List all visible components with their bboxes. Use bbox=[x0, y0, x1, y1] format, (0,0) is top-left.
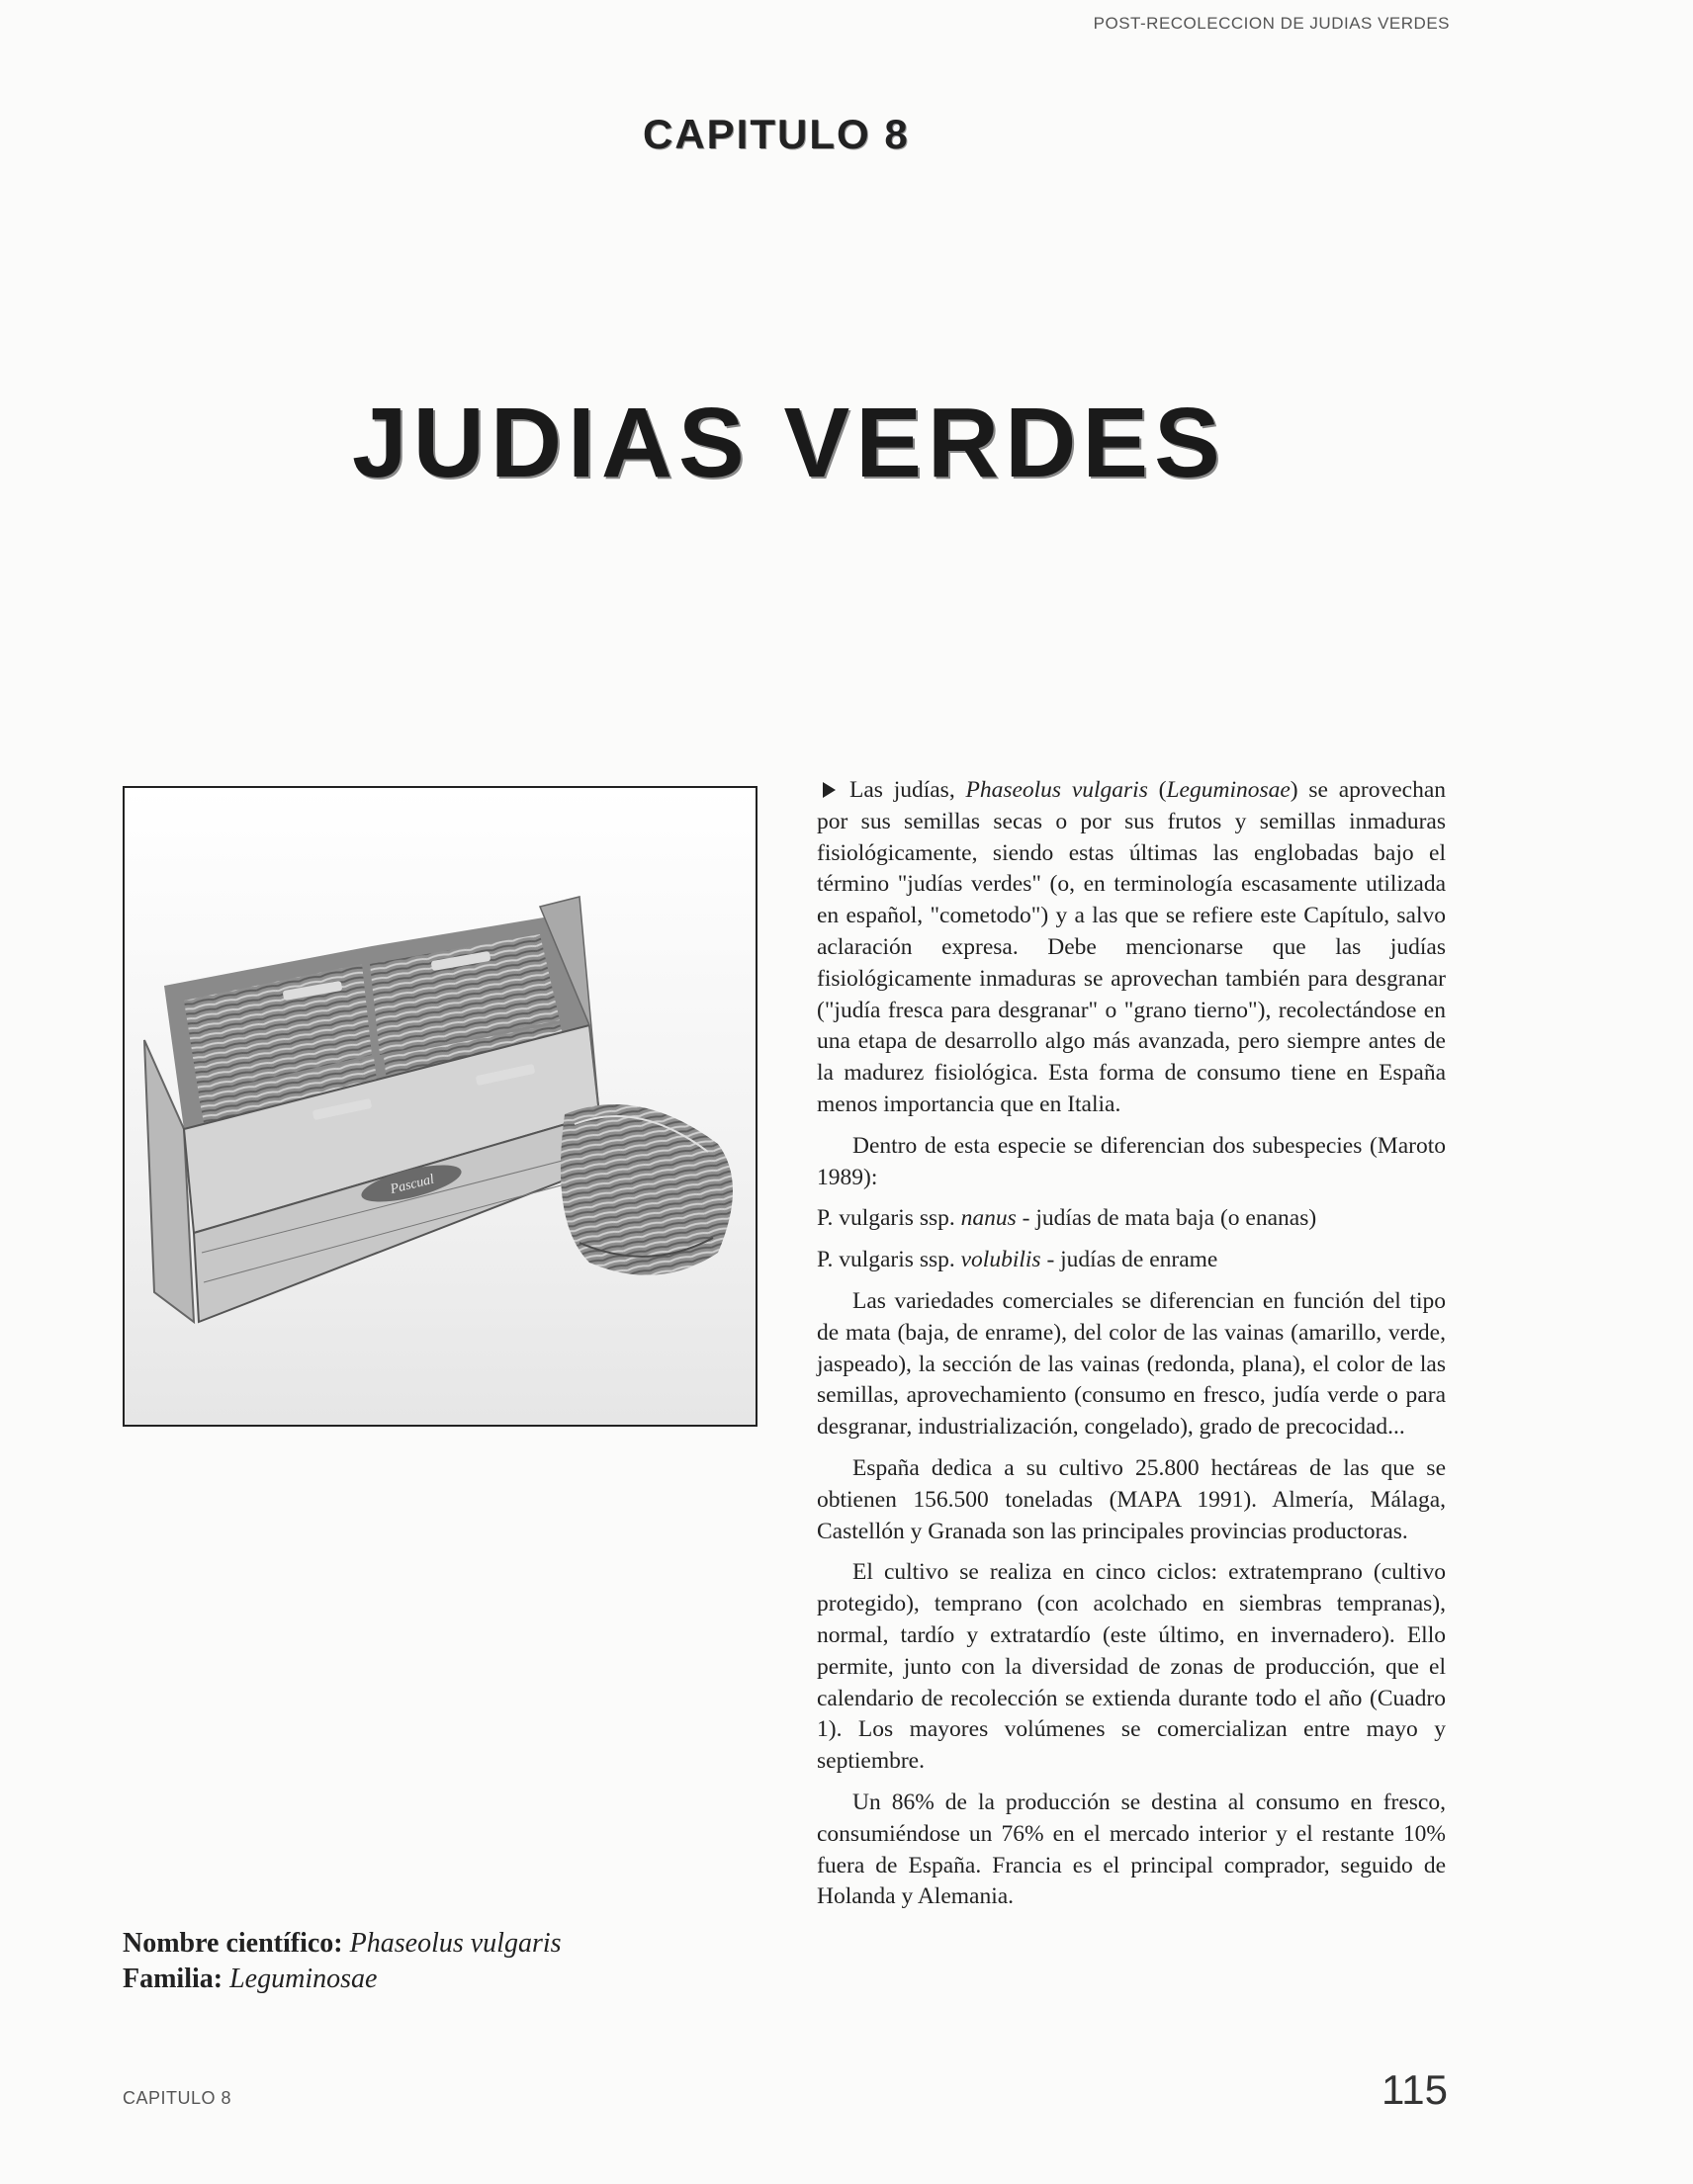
paragraph-production: España dedica a su cultivo 25.800 hectáreas de las que se obtienen 156.500 toneladas (MAPA 1991). Almería, Málaga, Castellón y Granada son las principales provincias productoras. bbox=[817, 1454, 1446, 1544]
scientific-name-label: Nombre científico: bbox=[123, 1928, 343, 1959]
subspecies-genus: P. vulgaris bbox=[817, 1205, 914, 1232]
family-name: Leguminosae bbox=[229, 1964, 378, 1994]
intro-species: Phaseolus vulgaris bbox=[965, 777, 1148, 803]
running-header: POST-RECOLECCION DE JUDIAS VERDES bbox=[1093, 14, 1450, 33]
intro-text-a: Las judías, bbox=[849, 777, 966, 803]
chapter-title: JUDIAS VERDES bbox=[352, 388, 1226, 498]
scientific-name: Phaseolus vulgaris bbox=[349, 1928, 562, 1959]
body-text bbox=[817, 775, 1446, 1923]
subspecies-desc: - judías de mata baja (o enanas) bbox=[1016, 1205, 1317, 1232]
scientific-name-line bbox=[123, 1926, 562, 1962]
paragraph-cycles: El cultivo se realiza en cinco ciclos: extratemprano (cultivo protegido), temprano (con acolchado en siembras tempranas), normal, tardío y extratardío (este último, en invernadero). Ello permite, junto con la diversidad de zonas de producción, que el calendario de recolección se extienda durante todo el año (Cuadro 1). Los mayores volúmenes se comercializan entre mayo y septiembre. bbox=[817, 1559, 1446, 1775]
bullet-arrow-icon bbox=[823, 782, 836, 798]
subspecies-desc: - judías de enrame bbox=[1040, 1247, 1218, 1273]
subspecies-name: nanus bbox=[960, 1205, 1017, 1232]
photo-caption bbox=[123, 1926, 562, 1997]
subspecies-name: volubilis bbox=[960, 1247, 1041, 1273]
paragraph-consumption: Un 86% de la producción se destina al consumo en fresco, consumiéndose un 76% en el mercado interior y el restante 10% fuera de España. Francia es el principal comprador, seguido de Holanda y Alemania. bbox=[817, 1789, 1446, 1910]
subspecies-ssp: ssp. bbox=[913, 1247, 961, 1273]
intro-text-b: ( bbox=[1147, 777, 1167, 803]
paragraph-subspecies-intro: Dentro de esta especie se diferencian dos subespecies (Maroto 1989): bbox=[817, 1132, 1446, 1190]
crate-illustration bbox=[125, 788, 756, 1425]
intro-text-c: ) se aprovechan por sus semillas secas o por sus frutos y semillas inmaduras fisiológicamente, siendo estas últimas las englobadas bajo el término "judías verdes" (o, en terminología escasamente utilizada en español, "cometodo") y a las que se refiere este Capítulo, salvo aclaración expresa. Debe mencionarse que las judías fisiológicamente inmaduras se aprovechan también para desgranar ("judía fresca para desgranar" o "grano tierno"), recolectándose en una etapa de desarrollo algo más avanzada, pero siempre antes de la madurez fisiológica. Esta forma de consumo tiene en España menos importancia que en Italia. bbox=[817, 777, 1447, 1117]
footer-chapter: CAPITULO 8 bbox=[123, 2088, 232, 2108]
paragraph-varieties: Las variedades comerciales se diferencian en función del tipo de mata (baja, de enrame), del color de las vainas (amarillo, verde, jaspeado), la sección de las vainas (redonda, plana), el color de las semillas, aprovechamiento (consumo en fresco, judía verde o para desgranar, industrialización, congelado), grado de precocidad... bbox=[817, 1287, 1446, 1441]
paragraph-intro bbox=[817, 775, 1446, 1121]
chapter-label: CAPITULO 8 bbox=[643, 111, 910, 157]
crate-brand-text: Pascual bbox=[389, 1172, 436, 1198]
intro-family: Leguminosae bbox=[1166, 777, 1291, 803]
subspecies-genus: P. vulgaris bbox=[817, 1247, 914, 1273]
subspecies-item bbox=[817, 1203, 1446, 1235]
family-label: Familia: bbox=[123, 1964, 223, 1994]
subspecies-ssp: ssp. bbox=[913, 1205, 961, 1232]
subspecies-item bbox=[817, 1245, 1446, 1276]
page-number: 115 bbox=[1381, 2066, 1448, 2113]
family-line bbox=[123, 1962, 562, 1997]
green-beans-photo bbox=[123, 786, 757, 1427]
